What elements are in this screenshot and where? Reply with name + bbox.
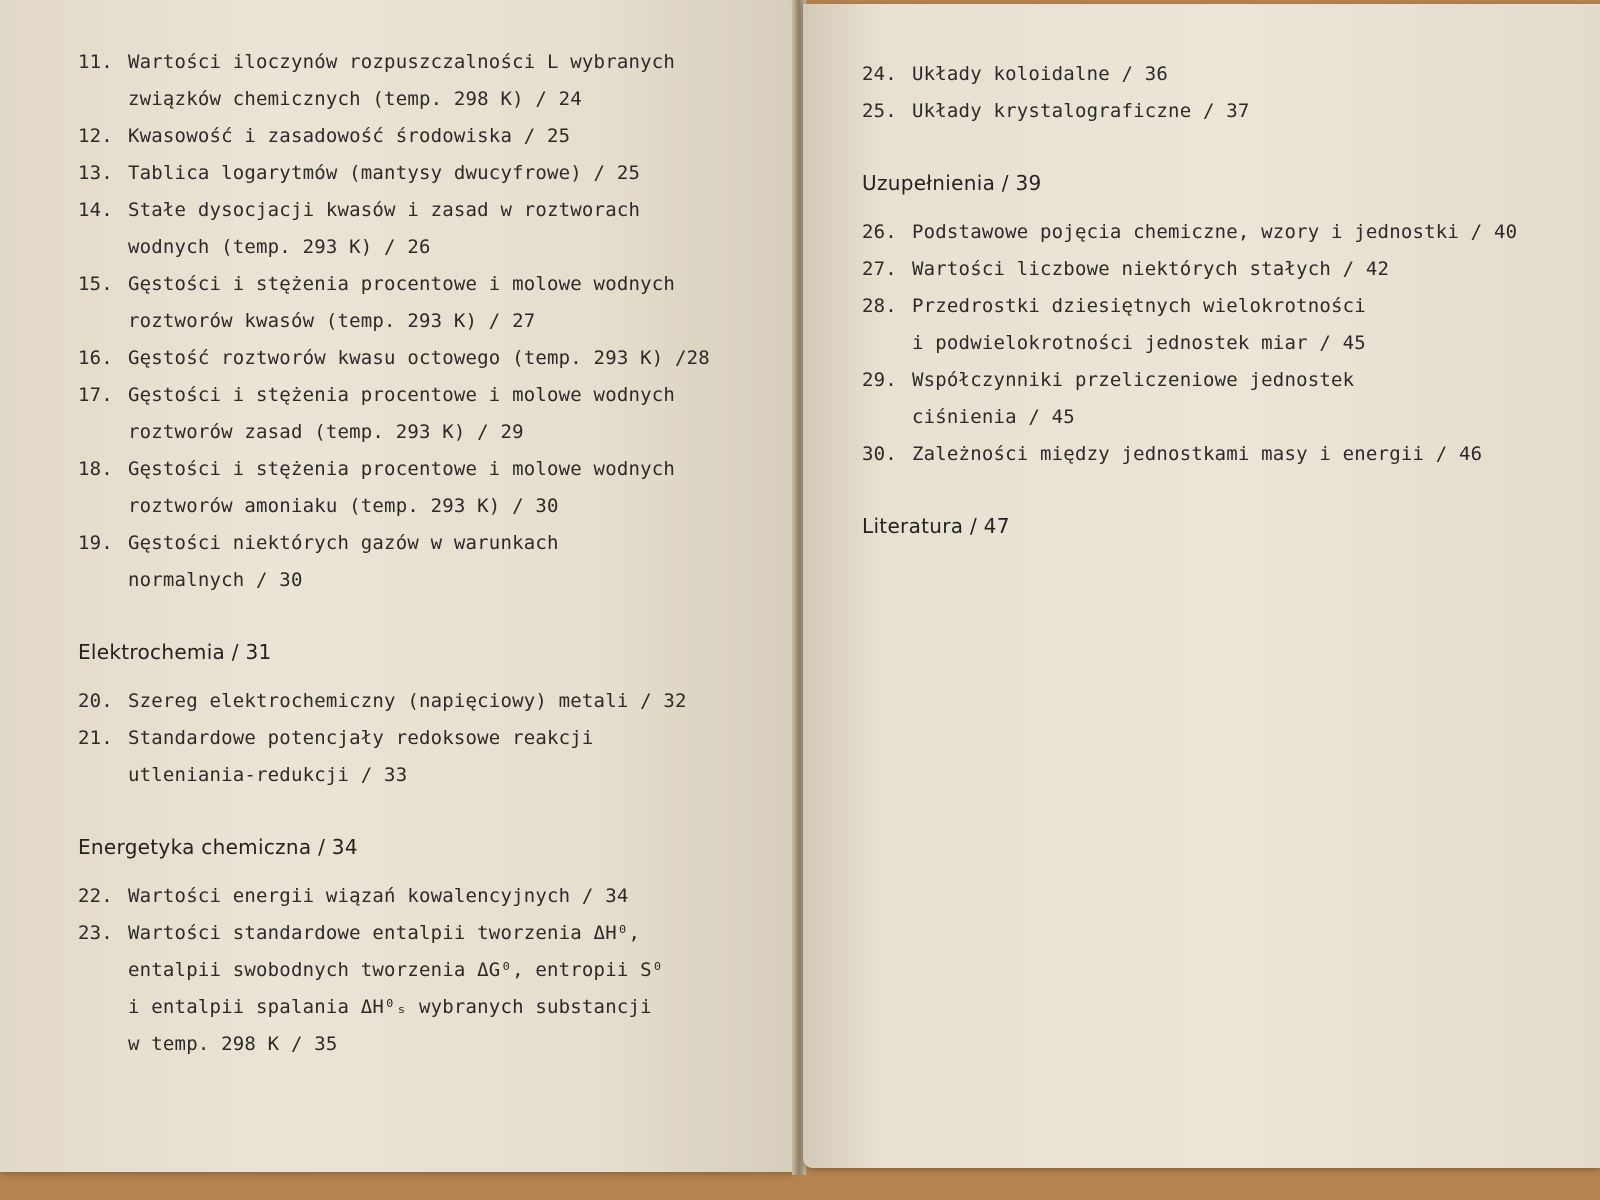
toc-entry-number: 13. [78, 162, 113, 184]
toc-entry-number: 30. [862, 443, 897, 465]
toc-entry-number: 27. [862, 258, 897, 280]
section-heading-elektrochemia: Elektrochemia / 31 [78, 640, 272, 664]
toc-entry-number: 20. [78, 690, 113, 712]
right-toc-column [862, 56, 1582, 541]
entries-group-b [78, 683, 778, 794]
toc-entry [78, 683, 778, 720]
toc-entry [862, 251, 1582, 288]
left-page [0, 0, 795, 1172]
right-page [803, 4, 1600, 1168]
toc-entry-title: Zależności między jednostkami masy i energii / 46 [912, 443, 1483, 465]
section-heading-uzupelnienia: Uzupełnienia / 39 [862, 171, 1042, 195]
toc-entry-number: 16. [78, 347, 113, 369]
toc-entry [78, 266, 778, 340]
toc-entry [78, 878, 778, 915]
toc-entry-number: 22. [78, 885, 113, 907]
toc-entry [862, 288, 1582, 362]
toc-entry-number: 12. [78, 125, 113, 147]
toc-entry-title: Współczynniki przeliczeniowe jednostek ciśnienia / 45 [912, 369, 1355, 428]
toc-entry-number: 23. [78, 922, 113, 944]
toc-entry-number: 19. [78, 532, 113, 554]
entries-group-a [78, 44, 778, 599]
toc-entry-number: 21. [78, 727, 113, 749]
toc-entry [78, 155, 778, 192]
toc-entry [78, 720, 778, 794]
toc-entry [78, 525, 778, 599]
toc-entry [862, 214, 1582, 251]
toc-entry-title: Standardowe potencjały redoksowe reakcji utleniania-redukcji / 33 [128, 727, 594, 786]
toc-entry-title: Tablica logarytmów (mantysy dwucyfrowe) / 25 [128, 162, 641, 184]
toc-entry [78, 377, 778, 451]
entries-group-c [78, 878, 778, 1063]
toc-entry-title: Gęstości i stężenia procentowe i molowe wodnych roztworów amoniaku (temp. 293 K) / 30 [128, 458, 676, 517]
toc-entry [862, 56, 1582, 93]
toc-entry-number: 11. [78, 51, 113, 73]
toc-entry [78, 118, 778, 155]
toc-entry-title: Gęstości i stężenia procentowe i molowe wodnych roztworów zasad (temp. 293 K) / 29 [128, 384, 676, 443]
toc-entry-title: Przedrostki dziesiętnych wielokrotności i podwielokrotności jednostek miar / 45 [912, 295, 1366, 354]
toc-entry-number: 29. [862, 369, 897, 391]
entries-group-d [862, 56, 1582, 130]
toc-entry-number: 14. [78, 199, 113, 221]
toc-entry [862, 362, 1582, 436]
section-heading-energetyka: Energetyka chemiczna / 34 [78, 835, 358, 859]
entries-group-e [862, 214, 1582, 473]
toc-entry-title: Wartości standardowe entalpii tworzenia ΔH⁰, entalpii swobodnych tworzenia ΔG⁰, entropii S⁰ i entalpii spalania ΔH⁰ₛ wybranych substancji w temp. 298 K / 35 [128, 922, 664, 1055]
toc-entry [78, 192, 778, 266]
section-heading-literatura: Literatura / 47 [862, 514, 1010, 538]
toc-entry-title: Kwasowość i zasadowość środowiska / 25 [128, 125, 571, 147]
toc-entry [78, 915, 778, 1063]
toc-entry-number: 15. [78, 273, 113, 295]
toc-entry-number: 24. [862, 63, 897, 85]
toc-entry-title: Gęstość roztworów kwasu octowego (temp. 293 K) /28 [128, 347, 710, 369]
toc-entry-title: Układy krystalograficzne / 37 [912, 100, 1250, 122]
toc-entry [78, 451, 778, 525]
toc-entry-title: Wartości liczbowe niektórych stałych / 42 [912, 258, 1390, 280]
toc-entry-number: 18. [78, 458, 113, 480]
toc-entry-title: Gęstości niektórych gazów w warunkach normalnych / 30 [128, 532, 559, 591]
toc-entry-title: Podstawowe pojęcia chemiczne, wzory i jednostki / 40 [912, 221, 1518, 243]
toc-entry [78, 340, 778, 377]
toc-entry-title: Szereg elektrochemiczny (napięciowy) metali / 32 [128, 690, 687, 712]
toc-entry-number: 28. [862, 295, 897, 317]
toc-entry-title: Gęstości i stężenia procentowe i molowe wodnych roztworów kwasów (temp. 293 K) / 27 [128, 273, 676, 332]
toc-entry-number: 25. [862, 100, 897, 122]
toc-entry-number: 17. [78, 384, 113, 406]
toc-entry-title: Stałe dysocjacji kwasów i zasad w roztworach wodnych (temp. 293 K) / 26 [128, 199, 641, 258]
toc-entry [862, 93, 1582, 130]
toc-entry-title: Wartości iloczynów rozpuszczalności L wybranych związków chemicznych (temp. 298 K) / 24 [128, 51, 676, 110]
toc-entry-title: Układy koloidalne / 36 [912, 63, 1169, 85]
toc-entry-number: 26. [862, 221, 897, 243]
toc-entry-title: Wartości energii wiązań kowalencyjnych / 34 [128, 885, 629, 907]
left-toc-column [78, 44, 778, 1063]
toc-entry [862, 436, 1582, 473]
toc-entry [78, 44, 778, 118]
